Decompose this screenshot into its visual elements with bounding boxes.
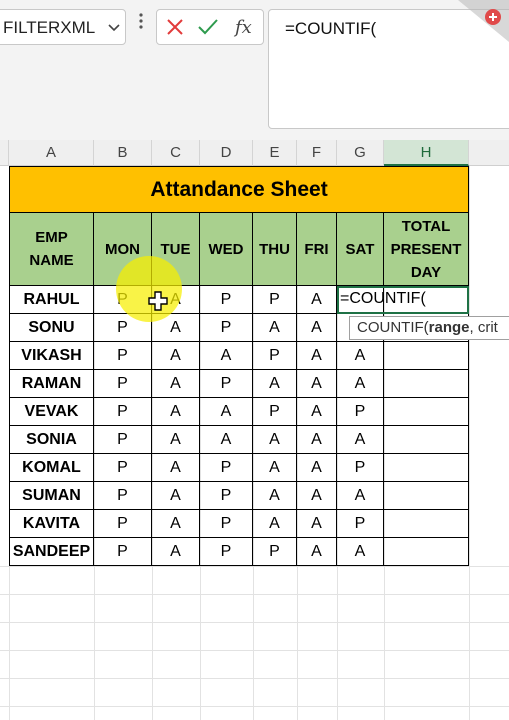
attendance-mark-cell[interactable]: P (253, 286, 297, 314)
attendance-mark-cell[interactable]: P (94, 342, 152, 370)
column-header-e[interactable]: E (253, 140, 297, 166)
total-present-cell[interactable] (384, 426, 469, 454)
attendance-mark-cell[interactable]: P (200, 510, 253, 538)
employee-name-cell[interactable]: KAVITA (9, 510, 94, 538)
attendance-mark-cell[interactable]: A (200, 398, 253, 426)
attendance-mark-cell[interactable]: A (337, 538, 384, 566)
header-fri[interactable]: FRI (297, 213, 337, 286)
total-present-cell[interactable] (384, 398, 469, 426)
header-emp-line1: EMP (35, 229, 68, 246)
employee-name-cell[interactable]: SANDEEP (9, 538, 94, 566)
column-header-g[interactable]: G (337, 140, 384, 166)
header-tue[interactable]: TUE (152, 213, 200, 286)
attendance-mark-cell[interactable]: A (253, 510, 297, 538)
attendance-mark-cell[interactable]: A (297, 510, 337, 538)
header-wed[interactable]: WED (200, 213, 253, 286)
attendance-mark-cell[interactable]: P (253, 398, 297, 426)
attendance-mark-cell[interactable]: A (297, 538, 337, 566)
attendance-mark-cell[interactable]: A (297, 342, 337, 370)
attendance-mark-cell[interactable]: P (200, 286, 253, 314)
select-all-corner[interactable] (0, 140, 9, 166)
attendance-mark-cell[interactable]: A (297, 314, 337, 342)
attendance-mark-cell[interactable]: A (297, 482, 337, 510)
more-options-icon[interactable] (138, 12, 144, 35)
column-header-row (0, 140, 509, 166)
attendance-mark-cell[interactable]: A (297, 454, 337, 482)
attendance-mark-cell[interactable]: P (94, 426, 152, 454)
attendance-mark-cell[interactable]: A (152, 482, 200, 510)
attendance-mark-cell[interactable]: A (152, 342, 200, 370)
employee-name-cell[interactable]: KOMAL (9, 454, 94, 482)
name-box[interactable] (0, 9, 126, 45)
column-header-h[interactable]: H (384, 140, 469, 166)
attendance-mark-cell[interactable]: A (152, 370, 200, 398)
attendance-mark-cell[interactable]: P (94, 314, 152, 342)
attendance-mark-cell[interactable]: A (200, 342, 253, 370)
name-box-value: FILTERXML (3, 18, 96, 37)
header-sat[interactable]: SAT (337, 213, 384, 286)
column-header-c[interactable]: C (152, 140, 200, 166)
column-header-a[interactable]: A (9, 140, 94, 166)
column-header-i[interactable] (469, 140, 509, 166)
attendance-mark-cell[interactable]: A (152, 398, 200, 426)
svg-text:fx: fx (235, 17, 252, 38)
employee-name-cell[interactable]: VEVAK (9, 398, 94, 426)
total-present-cell[interactable] (384, 454, 469, 482)
header-total-line1: TOTAL (401, 217, 451, 235)
column-header-b[interactable]: B (94, 140, 152, 166)
attendance-mark-cell[interactable]: A (152, 538, 200, 566)
cursor-icon (148, 291, 168, 316)
attendance-mark-cell[interactable]: A (297, 370, 337, 398)
header-emp-line2: NAME (29, 252, 74, 269)
column-header-d[interactable]: D (200, 140, 253, 166)
attendance-mark-cell[interactable]: A (152, 426, 200, 454)
total-present-cell[interactable] (384, 510, 469, 538)
enter-check-icon[interactable] (197, 17, 219, 42)
header-mon[interactable]: MON (94, 213, 152, 286)
attendance-mark-cell[interactable]: P (200, 370, 253, 398)
formula-text: =COUNTIF( (285, 19, 377, 38)
attendance-mark-cell[interactable]: A (253, 370, 297, 398)
attendance-mark-cell[interactable]: A (337, 370, 384, 398)
attendance-mark-cell[interactable]: P (337, 454, 384, 482)
formula-controls (156, 9, 264, 45)
insert-function-icon[interactable] (233, 15, 257, 44)
attendance-mark-cell[interactable]: A (253, 482, 297, 510)
attendance-mark-cell[interactable]: A (297, 426, 337, 454)
attendance-mark-cell[interactable]: P (94, 510, 152, 538)
total-present-cell[interactable] (384, 538, 469, 566)
attendance-mark-cell[interactable]: A (337, 426, 384, 454)
attendance-mark-cell[interactable]: A (337, 482, 384, 510)
header-thu[interactable]: THU (253, 213, 297, 286)
attendance-mark-cell[interactable]: P (337, 510, 384, 538)
employee-name-cell[interactable]: SONU (9, 314, 94, 342)
attendance-mark-cell[interactable]: A (297, 398, 337, 426)
attendance-mark-cell[interactable]: P (200, 538, 253, 566)
active-cell-text: =COUNTIF( (340, 290, 426, 307)
attendance-mark-cell[interactable]: A (152, 314, 200, 342)
attendance-mark-cell[interactable]: A (337, 342, 384, 370)
tooltip-arg-range[interactable]: range (428, 319, 470, 336)
attendance-mark-cell[interactable]: A (152, 510, 200, 538)
attendance-mark-cell[interactable]: A (253, 454, 297, 482)
employee-name-cell[interactable]: RAHUL (9, 286, 94, 314)
channel-logo (458, 0, 509, 42)
employee-name-cell[interactable]: VIKASH (9, 342, 94, 370)
attendance-mark-cell[interactable]: P (200, 454, 253, 482)
header-total-present-day[interactable] (384, 213, 469, 286)
tooltip-func: COUNTIF( (357, 319, 429, 336)
attendance-mark-cell[interactable]: P (94, 454, 152, 482)
attendance-mark-cell[interactable]: P (200, 482, 253, 510)
sheet-title[interactable]: Attandance Sheet (9, 166, 469, 213)
attendance-mark-cell[interactable]: P (94, 482, 152, 510)
attendance-mark-cell[interactable]: A (297, 286, 337, 314)
attendance-mark-cell[interactable]: A (253, 314, 297, 342)
attendance-mark-cell[interactable]: A (253, 426, 297, 454)
tooltip-rest: , crit (469, 319, 498, 336)
total-present-cell[interactable] (384, 482, 469, 510)
attendance-mark-cell[interactable]: A (152, 454, 200, 482)
header-emp-name[interactable] (9, 213, 94, 286)
employee-name-cell[interactable]: RAMAN (9, 370, 94, 398)
column-header-f[interactable]: F (297, 140, 337, 166)
attendance-mark-cell[interactable]: P (94, 538, 152, 566)
attendance-mark-cell[interactable]: P (253, 538, 297, 566)
attendance-mark-cell[interactable]: P (94, 370, 152, 398)
total-present-cell[interactable] (384, 370, 469, 398)
employee-name-cell[interactable]: SUMAN (9, 482, 94, 510)
attendance-mark-cell[interactable]: P (200, 314, 253, 342)
chevron-down-icon[interactable] (107, 20, 121, 37)
attendance-mark-cell[interactable]: A (200, 426, 253, 454)
header-total-line3: DAY (410, 263, 442, 281)
employee-name-cell[interactable]: SONIA (9, 426, 94, 454)
attendance-mark-cell[interactable]: P (253, 342, 297, 370)
attendance-mark-cell[interactable]: P (337, 398, 384, 426)
attendance-mark-cell[interactable]: P (94, 398, 152, 426)
cancel-icon[interactable] (165, 17, 185, 42)
function-tooltip[interactable] (349, 316, 509, 340)
header-total-line2: PRESENT (390, 240, 462, 258)
total-present-cell[interactable] (384, 342, 469, 370)
